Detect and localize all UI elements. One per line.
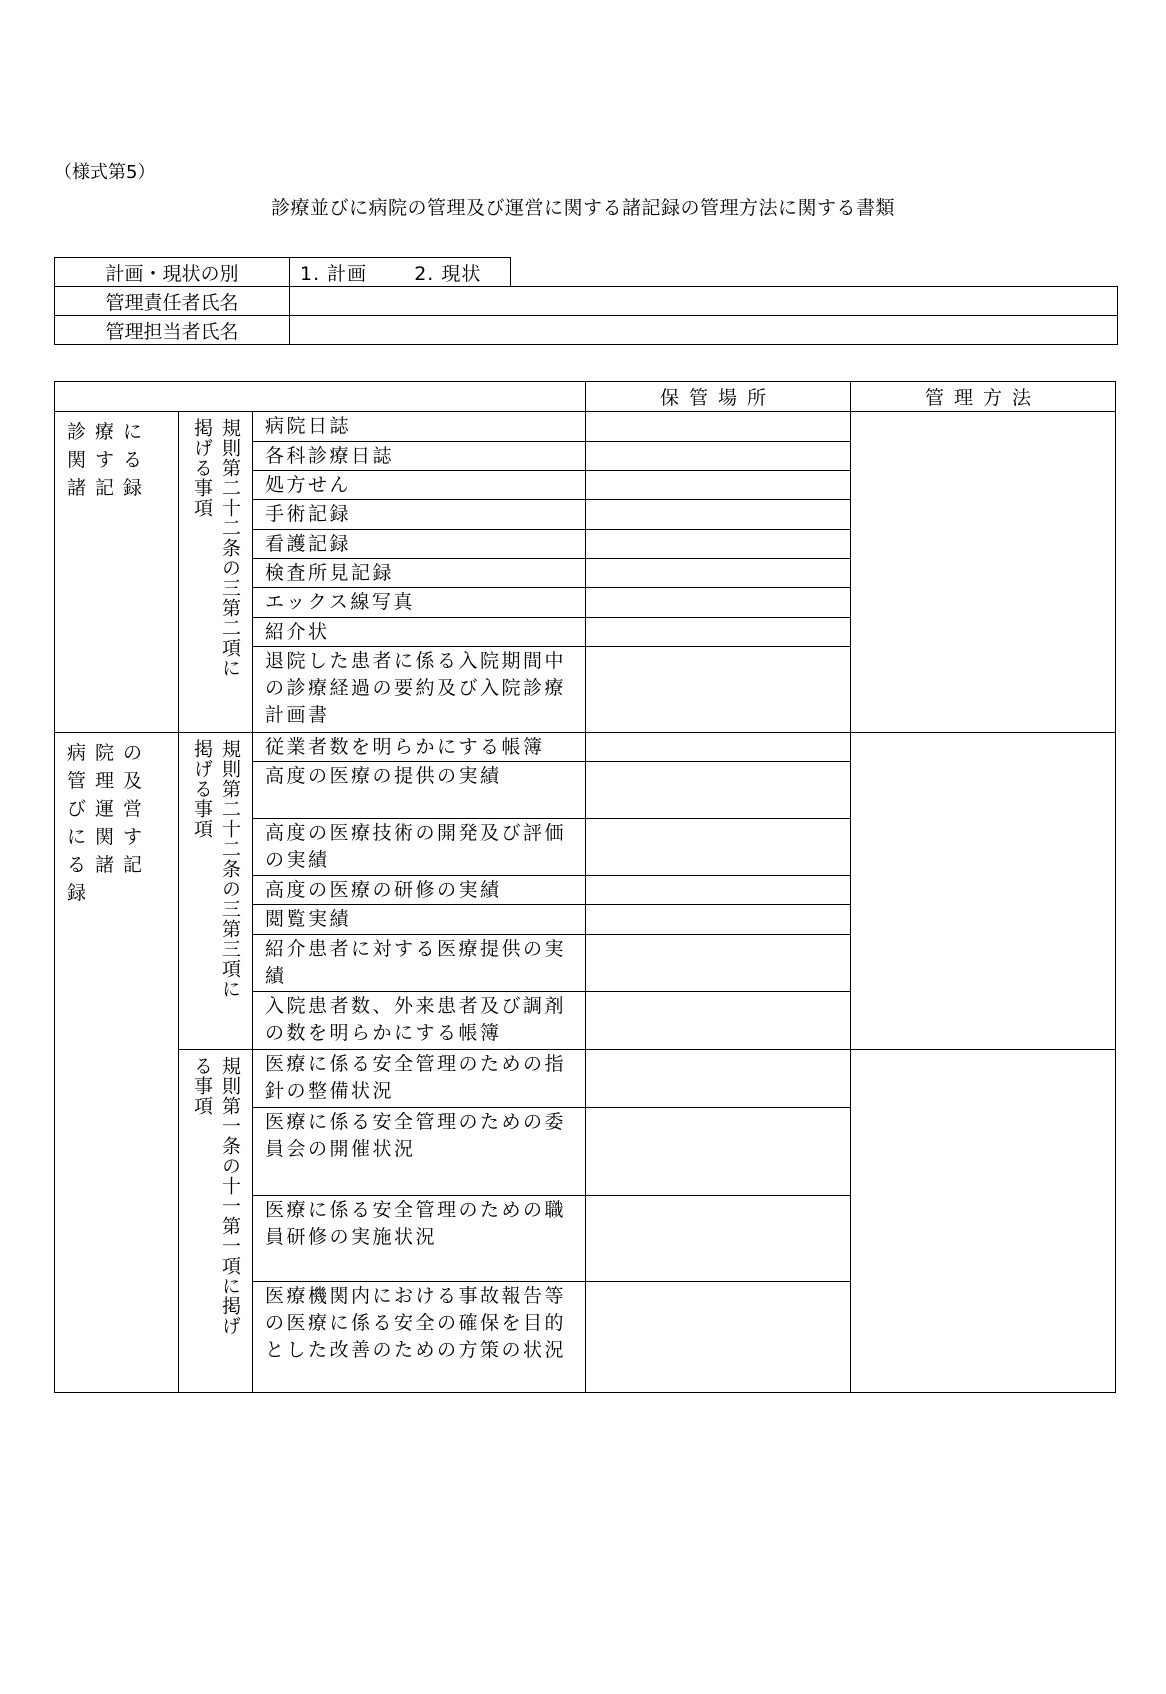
- record-item: [253, 1282, 586, 1393]
- storage-location-field[interactable]: [586, 1282, 851, 1393]
- storage-location-field[interactable]: [586, 530, 851, 559]
- rule-reference-cell: [179, 412, 253, 733]
- record-item: [253, 559, 586, 588]
- storage-location-field[interactable]: [586, 647, 851, 733]
- record-item: [253, 588, 586, 618]
- record-item-label: エックス線写真: [265, 591, 415, 613]
- storage-location-field[interactable]: [586, 1050, 851, 1108]
- empty-cell: [511, 258, 1118, 287]
- table-row: [55, 412, 1116, 442]
- record-item: [253, 876, 586, 905]
- record-item: [253, 500, 586, 530]
- record-item-label: 従業者数を明らかにする帳簿: [265, 736, 545, 758]
- storage-location-field[interactable]: [586, 1108, 851, 1196]
- record-item: [253, 905, 586, 935]
- storage-location-field[interactable]: [586, 559, 851, 588]
- storage-location-field[interactable]: [586, 762, 851, 819]
- management-method-field[interactable]: [851, 1050, 1116, 1393]
- table-row: [55, 733, 1116, 762]
- record-item-label: 紹介患者に対する医療提供の実績: [265, 938, 567, 987]
- record-item: [253, 935, 586, 992]
- record-item-label: 医療に係る安全管理のための指針の整備状況: [265, 1053, 567, 1102]
- storage-location-field[interactable]: [586, 412, 851, 442]
- record-item: [253, 412, 586, 442]
- record-item-label: 高度の医療技術の開発及び評価の実績: [265, 822, 567, 871]
- rule-reference-cell: [179, 733, 253, 1050]
- record-item: [253, 992, 586, 1050]
- record-item: [253, 1108, 586, 1196]
- management-method-field[interactable]: [851, 733, 1116, 1050]
- record-item: [253, 733, 586, 762]
- rule-reference-line: 掲げる事項: [191, 739, 213, 839]
- record-item: [253, 1050, 586, 1108]
- record-item: [253, 618, 586, 647]
- rule-reference-line: 規則第二十二条の三第二項に: [219, 418, 241, 678]
- record-item-label: 閲覧実績: [265, 908, 352, 930]
- record-item: [253, 647, 586, 733]
- record-item-label: 医療に係る安全管理のための職員研修の実施状況: [265, 1199, 567, 1248]
- record-item-label: 検査所見記録: [265, 562, 395, 584]
- storage-location-field[interactable]: [586, 819, 851, 876]
- record-item-label: 入院患者数、外来患者及び調剤の数を明らかにする帳簿: [265, 995, 567, 1044]
- storage-location-field[interactable]: [586, 442, 851, 471]
- record-item-label: 退院した患者に係る入院期間中の診療経過の要約及び入院診療計画書: [265, 650, 567, 726]
- storage-location-field[interactable]: [586, 905, 851, 935]
- management-method-field[interactable]: [851, 412, 1116, 733]
- rule-reference-line: 規則第一条の十一第一項に掲げ: [219, 1056, 241, 1336]
- record-item-label: 紹介状: [265, 621, 330, 643]
- record-item-label: 医療機関内における事故報告等の医療に係る安全の確保を目的とした改善のための方策の状況: [265, 1285, 567, 1361]
- storage-location-field[interactable]: [586, 935, 851, 992]
- record-item: [253, 762, 586, 819]
- plan-status-value[interactable]: 1. 計画 2. 現状: [290, 258, 511, 287]
- record-item-label: 高度の医療の研修の実績: [265, 879, 502, 901]
- header-storage: 保管場所: [586, 382, 851, 412]
- storage-location-field[interactable]: [586, 876, 851, 905]
- record-item: [253, 442, 586, 471]
- record-item-label: 手術記録: [265, 503, 352, 525]
- storage-location-field[interactable]: [586, 992, 851, 1050]
- rule-reference-line: 掲げる事項: [191, 418, 213, 518]
- storage-location-field[interactable]: [586, 618, 851, 647]
- storage-location-field[interactable]: [586, 471, 851, 500]
- record-item: [253, 1196, 586, 1282]
- rule-reference-cell: [179, 1050, 253, 1393]
- record-item-label: 医療に係る安全管理のための委員会の開催状況: [265, 1111, 567, 1160]
- record-item-label: 処方せん: [265, 474, 352, 496]
- rule-reference-line: 規則第二十二条の三第三項に: [219, 739, 241, 999]
- category-cell: 病院の管理及び運営に関する諸記録: [55, 733, 179, 1393]
- rule-reference-line: る事項: [191, 1056, 213, 1116]
- header-blank: [55, 382, 586, 412]
- header-method: 管理方法: [851, 382, 1116, 412]
- storage-location-field[interactable]: [586, 1196, 851, 1282]
- form-number: （様式第5）: [54, 162, 156, 183]
- staff-name-label: 管理担当者氏名: [55, 316, 290, 345]
- storage-location-field[interactable]: [586, 733, 851, 762]
- staff-name-field[interactable]: [290, 316, 1118, 345]
- record-item-label: 各科診療日誌: [265, 445, 395, 467]
- storage-location-field[interactable]: [586, 588, 851, 618]
- table-row: [55, 1050, 1116, 1108]
- category-cell: 診療に関する諸記録: [55, 412, 179, 733]
- record-item-label: 病院日誌: [265, 415, 352, 437]
- record-item: [253, 819, 586, 876]
- record-item-label: 高度の医療の提供の実績: [265, 765, 502, 787]
- record-item-label: 看護記録: [265, 533, 352, 555]
- plan-status-label: 計画・現状の別: [55, 258, 290, 287]
- record-item: [253, 471, 586, 500]
- record-item: [253, 530, 586, 559]
- manager-name-field[interactable]: [290, 287, 1118, 316]
- responsibility-table: [54, 257, 1118, 345]
- document-title: 診療並びに病院の管理及び運営に関する諸記録の管理方法に関する書類: [270, 197, 895, 219]
- manager-name-label: 管理責任者氏名: [55, 287, 290, 316]
- storage-location-field[interactable]: [586, 500, 851, 530]
- records-table: [54, 381, 1116, 1393]
